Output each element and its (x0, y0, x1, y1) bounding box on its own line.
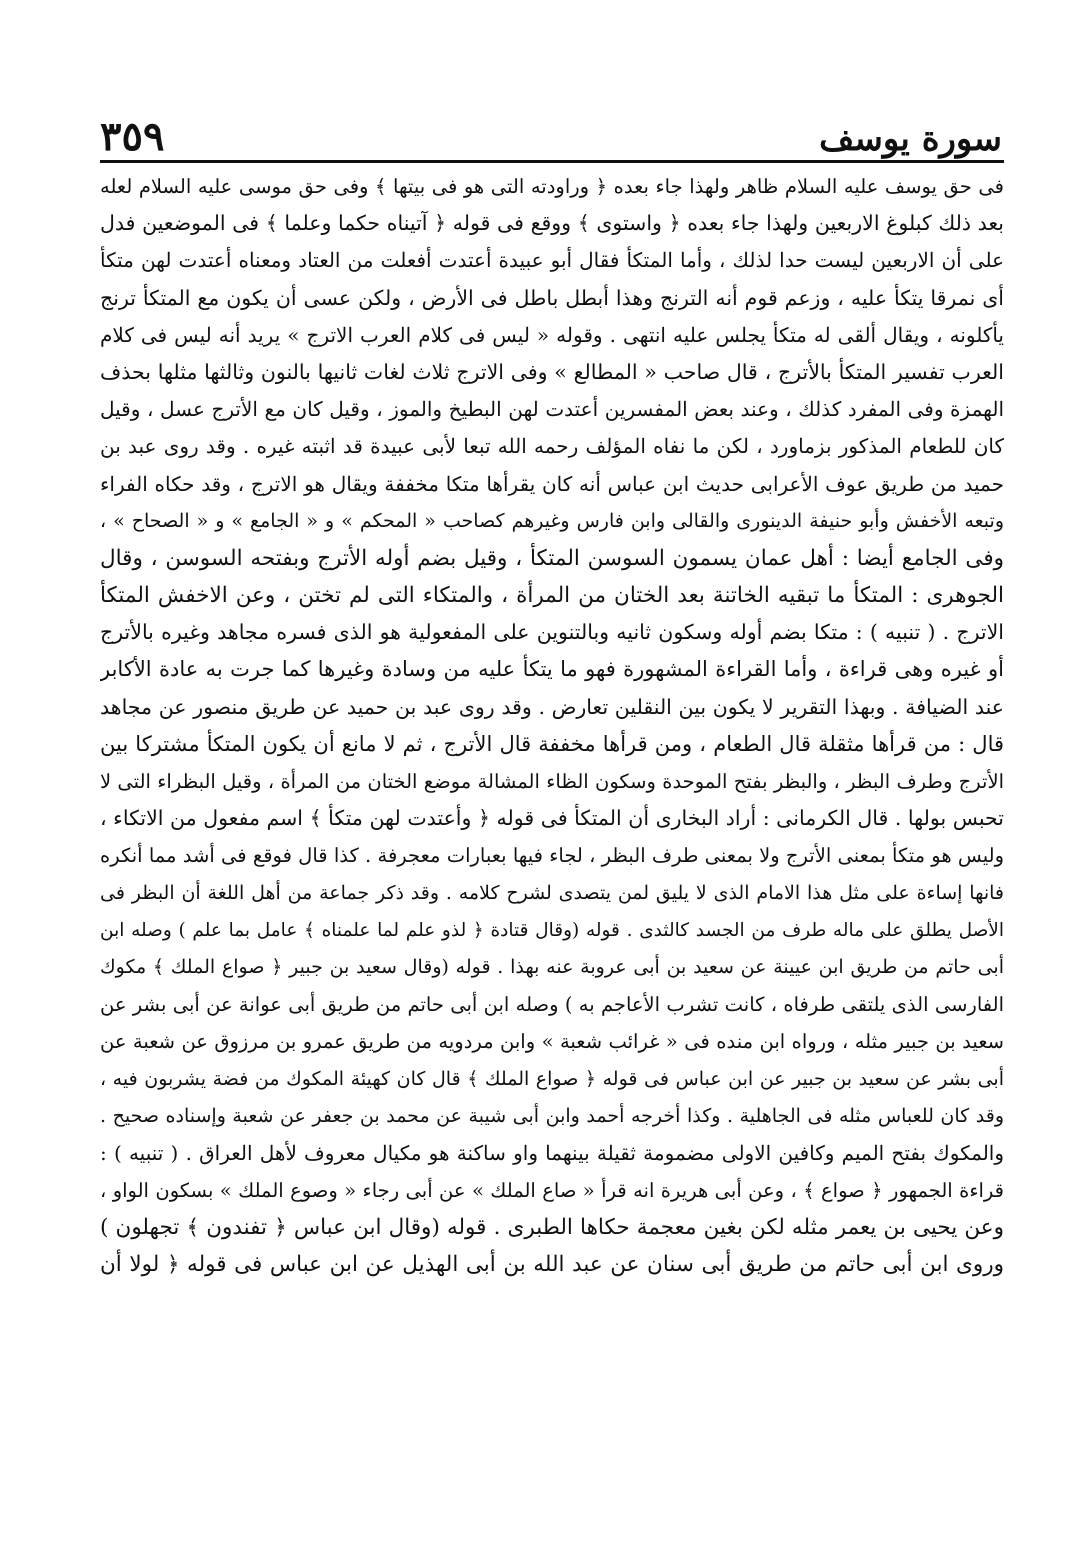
text-line: أبى حاتم من طريق ابن عيينة عن سعيد بن أبى عروبة عنه بهذا . قوله (وقال سعيد بن جبير ﴿ صواع الملك ﴾ مكوك (100, 955, 1004, 978)
text-line: وفى الجامع أيضا : أهل عمان يسمون السوسن المتكأ ، وقيل بضم أوله الأترج وبفتحه السوسن ، وقال (100, 545, 1004, 571)
text-line: الأترج وطرف البظر ، والبظر بفتح الموحدة وسكون الظاء المشالة موضع الختان من المرأة ، وقيل البظراء التى لا (100, 770, 1004, 793)
text-line: حميد من طريق عوف الأعرابى حديث ابن عباس أنه كان يقرأها متكا مخففة ويقال هو الاترج ، وقد حكاه الفراء (100, 471, 1004, 496)
text-line: وليس هو متكأ بمعنى الأترج ولا بمعنى طرف البظر ، لجاء فيها بعبارات معجرفة . كذا قال فوقع فى أشد مما أنكره (100, 844, 1004, 868)
text-line: فى حق يوسف عليه السلام ظاهر ولهذا جاء بعده ﴿ وراودته التى هو فى بيتها ﴾ وفى حق موسى عليه السلام لعله (100, 175, 1004, 198)
text-line: العرب تفسير المتكأ بالأترج ، قال صاحب « المطالع » وفى الاترج ثلاث لغات ثانيها بالنون وثالثها مثلها بحذف (100, 359, 1004, 384)
text-line: وقد كان للعباس مثله فى الجاهلية . وكذا أخرجه أحمد وابن أبى شيبة عن محمد بن جعفر عن شعبة وإسناده صحيح . (100, 1104, 1004, 1127)
text-line: وتبعه الأخفش وأبو حنيفة الدينورى والقالى وابن فارس وغيرهم كصاحب « المحكم » و « الجامع » و « الصحاح » ، (100, 509, 1004, 532)
commentary-text (100, 168, 1004, 1501)
text-line: على أن الاربعين ليست حدا لذلك ، وأما المتكأ فقال أبو عبيدة أعتدت أفعلت من العتاد ومعناه أعتدت لهن متكأ (100, 248, 1004, 273)
text-line: قراءة الجمهور ﴿ صواع ﴾ ، وعن أبى هريرة انه قرأ « صاع الملك » عن أبى رجاء « وصوع الملك » بسكون الواو ، (100, 1179, 1004, 1203)
text-line: وروى ابن أبى حاتم من طريق أبى سنان عن عبد الله بن أبى الهذيل عن ابن عباس فى قوله ﴿ لولا أن (100, 1252, 1004, 1278)
page-number: ٣٥٩ (100, 113, 165, 160)
text-line: الجوهرى : المتكأ ما تبقيه الخاتنة بعد الختان من المرأة ، والمتكاء التى لم تختن ، وعن الاخفش المتكأ (100, 583, 1004, 609)
text-line: الفارسى الذى يلتقى طرفاه ، كانت تشرب الأعاجم به ) وصله ابن أبى حاتم من طريق أبى عوانة عن أبى بشر عن (100, 993, 1004, 1017)
page-header (100, 112, 1002, 164)
text-line: الأصل يطلق على ماله طرف من الجسد كالثدى . قوله (وقال قتادة ﴿ لذو علم لما علمناه ﴾ عامل بما علم ) وصله ابن (100, 919, 1004, 941)
text-line: يأكلونه ، ويقال ألقى له متكأ يجلس عليه انتهى . وقوله « ليس فى كلام العرب الاترج » يريد أنه ليس فى كلام (100, 322, 1004, 347)
text-line: فانها إساءة على مثل هذا الامام الذى لا يليق لمن يتصدى لشرح كلامه . وقد ذكر جماعة من أهل اللغة أن البظر فى (100, 881, 1004, 904)
text-line: وعن يحيى بن يعمر مثله لكن بغين معجمة حكاها الطبرى . قوله (وقال ابن عباس ﴿ تفندون ﴾ تجهلون ) (100, 1215, 1004, 1241)
text-line: الهمزة وفى المفرد كذلك ، وعند بعض المفسرين أعتدت لهن البطيخ والموز ، وقيل كان مع الأترج عسل ، وقيل (100, 397, 1004, 422)
text-line: قال : من قرأها مثقلة قال الطعام ، ومن قرأها مخففة قال الأترج ، ثم لا مانع أن يكون المتكأ مشتركا بين (100, 731, 1004, 756)
running-head-surah-title: سورة يوسف (819, 119, 1002, 159)
text-line: أبى بشر عن سعيد بن جبير عن ابن عباس فى قوله ﴿ صواع الملك ﴾ قال كان كهيئة المكوك من فضة يشربون فيه ، (100, 1067, 1004, 1090)
text-line: أو غيره وهى قراءة ، وأما القراءة المشهورة فهو ما يتكأ عليه من وسادة وغيرها كما جرت به عادة الأكابر (100, 657, 1004, 682)
text-line: سعيد بن جبير مثله ، ورواه ابن منده فى « غرائب شعبة » وابن مردويه من طريق عمرو بن مرزوق عن شعبة عن (100, 1030, 1004, 1054)
text-line: عند الضيافة . وبهذا التقرير لا يكون بين النقلين تعارض . وقد روى عبد بن حميد عن طريق منصور عن مجاهد (100, 694, 1004, 719)
text-line: الاترج . ( تنبيه ) : متكا بضم أوله وسكون ثانيه وبالتنوين على المفعولية هو الذى فسره مجاهد وغيره بالأترج (100, 620, 1004, 645)
text-line: أى نمرقا يتكأ عليه ، وزعم قوم أنه الترنج وهذا أبطل باطل فى الأرض ، ولكن عسى أن يكون مع المتكأ ترنج (100, 285, 1004, 310)
text-line: بعد ذلك كبلوغ الاربعين ولهذا جاء بعده ﴿ واستوى ﴾ ووقع فى قوله ﴿ آتيناه حكما وعلما ﴾ فى الموضعين فدل (100, 211, 1004, 236)
text-line: كان للطعام المذكور بزماورد ، لكن ما نفاه المؤلف رحمه الله تبعا لأبى عبيدة قد اثبته غيره . وقد روى عبد بن (100, 434, 1004, 459)
text-line: تحبس بولها . قال الكرمانى : أراد البخارى أن المتكأ فى قوله ﴿ وأعتدت لهن متكأ ﴾ اسم مفعول من الاتكاء ، (100, 806, 1004, 831)
header-rule (100, 160, 1004, 163)
text-line: والمكوك بفتح الميم وكافين الاولى مضمومة ثقيلة بينهما واو ساكنة هو مكيال معروف لأهل العراق . ( تنبيه ) : (100, 1140, 1004, 1165)
